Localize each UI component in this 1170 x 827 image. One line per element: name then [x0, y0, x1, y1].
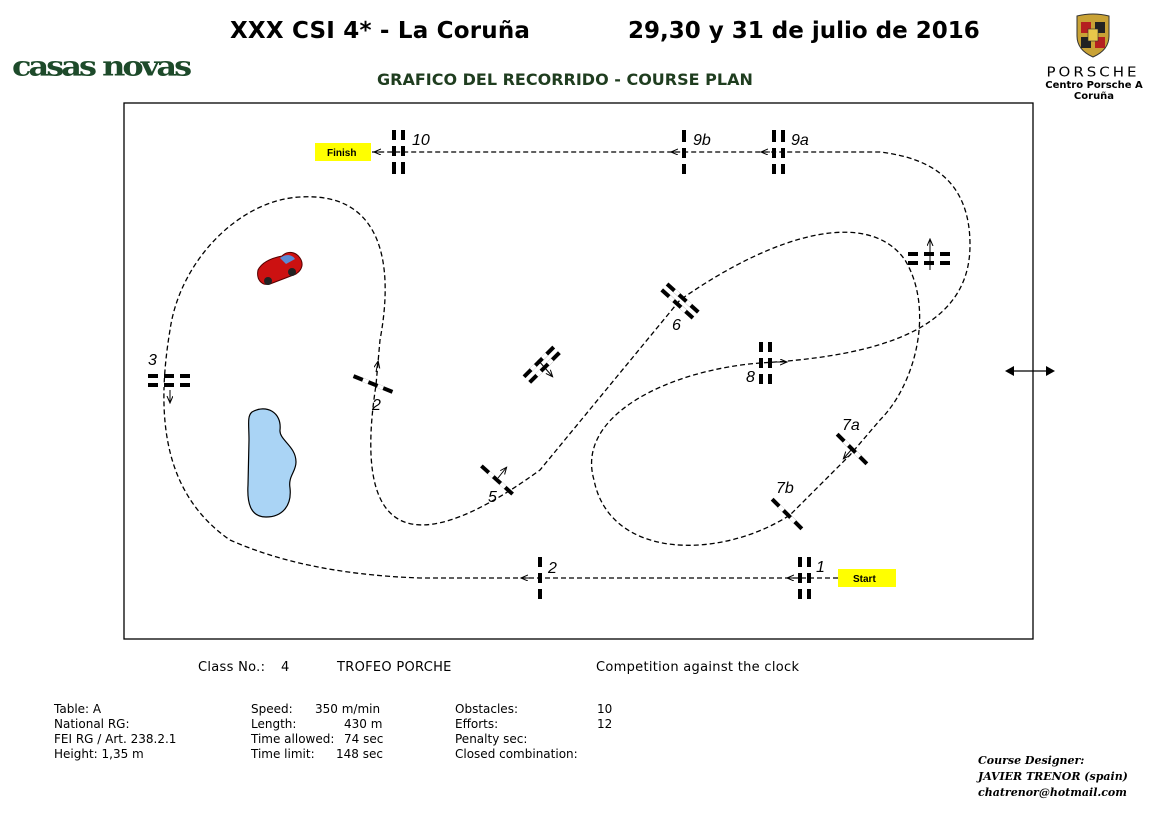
- obstacle-label-9a: 9a: [791, 132, 809, 149]
- penalty-label: Penalty sec:: [455, 732, 528, 746]
- class-number: 4: [281, 660, 290, 675]
- finish-label: Finish: [327, 148, 357, 159]
- practice-obstacle-right: [908, 240, 950, 270]
- obstacle-9a: [772, 130, 785, 174]
- obstacles-value: 10: [597, 702, 613, 716]
- fei-rg: FEI RG / Art. 238.2.1: [54, 732, 177, 746]
- obstacle-label-1: 1: [816, 559, 825, 576]
- porsche-wordmark: PORSCHE: [1046, 63, 1140, 81]
- obstacle-label-3: 2: [372, 397, 381, 414]
- time-limit-label: Time limit:: [251, 747, 315, 761]
- time-limit-value: 148 sec: [336, 747, 383, 761]
- pond: [248, 409, 296, 517]
- time-allowed-value: 74 sec: [344, 732, 384, 746]
- start-label: Start: [853, 574, 876, 585]
- time-allowed-label: Time allowed:: [251, 732, 335, 746]
- event-dates: 29,30 y 31 de julio de 2016: [628, 18, 980, 44]
- obstacle-label-5: 5: [488, 489, 497, 506]
- designer-email: chatrenor@hotmail.com: [978, 786, 1127, 799]
- obstacle-label-9b: 9b: [693, 132, 711, 149]
- obstacle-label-7b: 7b: [776, 480, 794, 497]
- arena-boundary: [124, 103, 1033, 639]
- obstacle-9b: [682, 130, 686, 174]
- obstacle-label-4: 3: [148, 352, 157, 369]
- car-icon: [258, 252, 302, 285]
- speed-value: 350 m/min: [315, 702, 381, 716]
- efforts-value: 12: [597, 717, 613, 731]
- porsche-centre-name: Centro Porsche A Coruña: [1045, 80, 1143, 102]
- efforts-label: Efforts:: [455, 717, 499, 731]
- obstacle-7b: [771, 498, 804, 531]
- course-plan-subtitle: GRAFICO DEL RECORRIDO - COURSE PLAN: [377, 70, 753, 89]
- height-info: Height: 1,35 m: [54, 747, 144, 761]
- obstacle-2: [538, 557, 542, 599]
- obstacle-label-10: 10: [412, 132, 430, 149]
- designer-title: Course Designer:: [978, 754, 1085, 767]
- exit-arrow: [1005, 366, 1055, 376]
- speed-label: Speed:: [251, 702, 293, 716]
- class-name: TROFEO PORCHE: [337, 660, 452, 675]
- table-info: Table: A: [54, 702, 102, 716]
- length-value: 430 m: [344, 717, 383, 731]
- obstacles-label: Obstacles:: [455, 702, 518, 716]
- obstacle-3: [353, 374, 393, 393]
- obstacle-5: [480, 464, 514, 495]
- class-label: Class No.:: [198, 660, 266, 675]
- designer-name: JAVIER TRENOR (spain): [978, 770, 1128, 783]
- casas-novas-logo: casas novas: [12, 50, 190, 83]
- competition-type: Competition against the clock: [596, 660, 800, 675]
- course-route: [164, 152, 970, 578]
- obstacle-label-2: 2: [548, 560, 557, 577]
- closed-combination-label: Closed combination:: [455, 747, 578, 761]
- length-label: Length:: [251, 717, 297, 731]
- obstacle-4: [148, 374, 190, 402]
- obstacle-label-8: 8: [746, 369, 755, 386]
- obstacle-label-6: 6: [672, 317, 681, 334]
- national-rg: National RG:: [54, 717, 130, 731]
- event-title: XXX CSI 4* - La Coruña: [230, 18, 531, 44]
- obstacle-label-7a: 7a: [842, 417, 860, 434]
